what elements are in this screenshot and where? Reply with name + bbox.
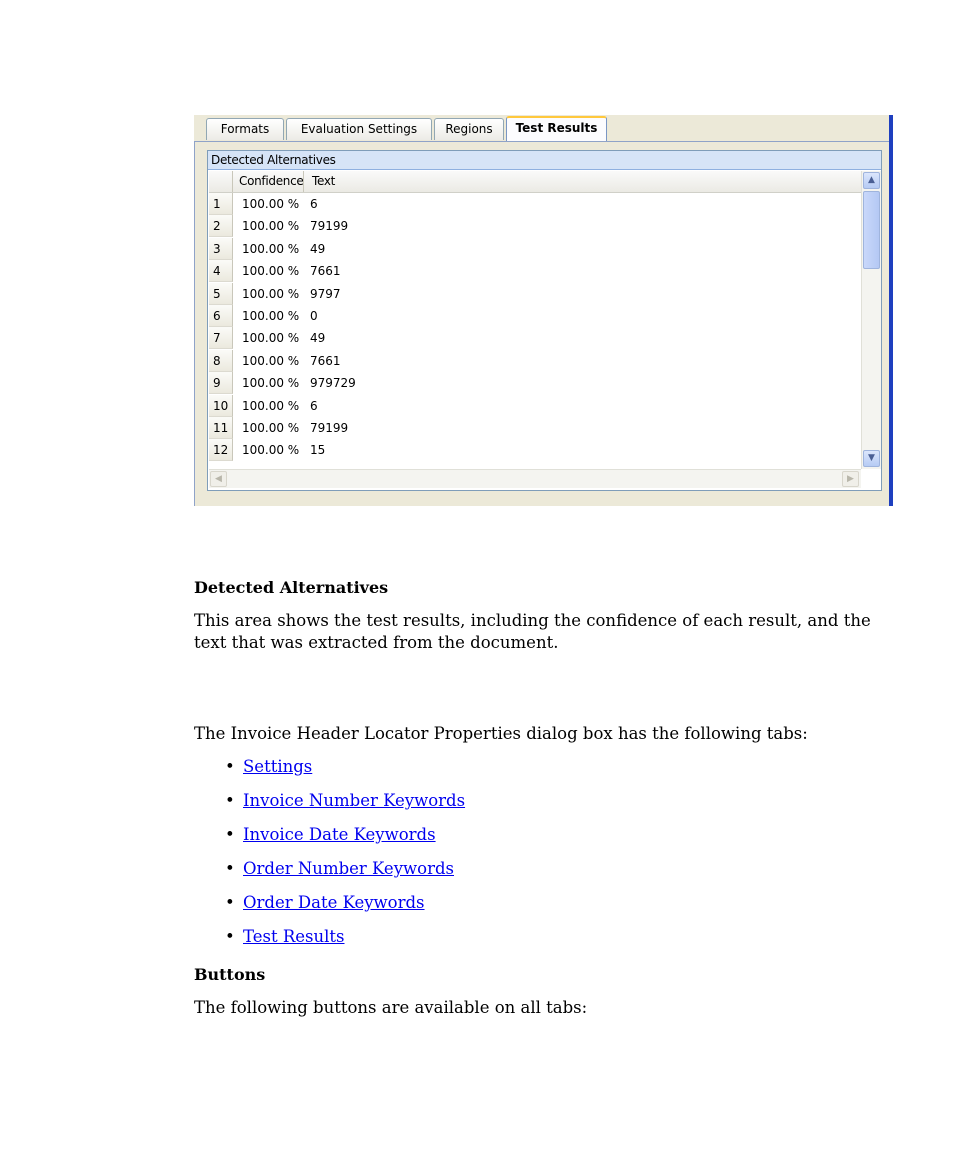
row-header-corner [209,171,233,192]
tab-formats[interactable]: Formats [206,118,284,140]
dialog-screenshot [194,115,893,506]
chevron-left-icon[interactable]: ◀ [210,471,227,487]
cell-confidence: 100.00 % [242,308,300,323]
tab-link[interactable]: Settings [243,757,313,776]
list-item [210,926,465,960]
table-row[interactable] [209,305,861,327]
column-header-text[interactable]: Text [312,174,336,188]
buttons-heading: Buttons [194,965,266,984]
buttons-intro: The following buttons are available on all tabs: [194,998,588,1017]
cell-text: 0 [310,308,318,323]
scroll-thumb[interactable] [863,191,880,269]
cell-confidence: 100.00 % [242,197,300,211]
cell-text: 979729 [310,376,356,391]
table-row[interactable] [209,238,861,260]
table-row[interactable] [209,283,861,305]
row-number[interactable]: 5 [209,283,233,305]
table-row[interactable] [209,260,861,282]
list-item [210,790,465,824]
results-grid[interactable] [209,171,881,490]
list-item [210,892,465,926]
chevron-down-icon[interactable]: ▼ [863,450,880,467]
cell-confidence: 100.00 % [242,443,300,458]
row-number[interactable]: 4 [209,260,233,282]
list-item [210,824,465,858]
list-item [210,756,465,790]
cell-confidence: 100.00 % [242,219,300,234]
table-row[interactable] [209,193,861,215]
grid-header [209,171,861,193]
vertical-scrollbar[interactable] [861,171,881,469]
row-number[interactable]: 6 [209,305,233,327]
section-heading: Detected Alternatives [194,578,389,597]
row-number[interactable]: 3 [209,238,233,260]
column-header-confidence[interactable]: Confidence [239,174,304,188]
table-row[interactable] [209,439,861,461]
horizontal-scrollbar[interactable] [209,469,861,488]
cell-text: 6 [310,398,318,413]
cell-text: 79199 [310,420,349,435]
tabs-intro: The Invoice Header Locator Properties dialog box has the following tabs: [194,724,808,743]
chevron-right-icon[interactable]: ▶ [842,471,859,487]
group-title: Detected Alternatives [208,151,881,170]
table-row[interactable] [209,350,861,372]
tab-links-list [210,756,465,960]
cell-confidence: 100.00 % [242,420,300,435]
cell-confidence: 100.00 % [242,353,300,368]
table-row[interactable] [209,215,861,237]
row-number[interactable]: 2 [209,215,233,237]
tab-link[interactable]: Order Number Keywords [243,859,454,878]
window-border [889,115,893,506]
cell-text: 79199 [310,219,349,234]
column-divider[interactable] [303,171,304,192]
row-number[interactable]: 12 [209,439,233,461]
list-item [210,858,465,892]
bullet-icon: • [225,927,235,946]
table-row[interactable] [209,417,861,439]
cell-text: 15 [310,443,326,458]
tab-evaluation-settings[interactable]: Evaluation Settings [286,118,432,140]
cell-text: 49 [310,331,326,346]
cell-confidence: 100.00 % [242,241,300,256]
tab-link[interactable]: Invoice Date Keywords [243,825,436,844]
row-number[interactable]: 1 [209,193,233,215]
bullet-icon: • [225,791,235,810]
row-number[interactable]: 11 [209,417,233,439]
bullet-icon: • [225,825,235,844]
cell-confidence: 100.00 % [242,376,300,391]
table-row[interactable] [209,372,861,394]
tab-pane [194,141,889,506]
detected-alternatives-group [207,150,882,491]
chevron-up-icon[interactable]: ▲ [863,172,880,189]
row-number[interactable]: 9 [209,372,233,394]
cell-text: 49 [310,241,326,256]
row-number[interactable]: 8 [209,350,233,372]
tab-strip [194,115,889,142]
bullet-icon: • [225,893,235,912]
cell-text: 9797 [310,286,341,301]
row-number[interactable]: 10 [209,395,233,417]
row-number[interactable]: 7 [209,327,233,349]
cell-text: 6 [310,197,318,211]
tab-link[interactable]: Invoice Number Keywords [243,791,466,810]
bullet-icon: • [225,859,235,878]
tab-link[interactable]: Test Results [243,927,345,946]
cell-text: 7661 [310,264,341,279]
section-body: This area shows the test results, including the confidence of each result, and the text that was extracted from the document. [194,611,871,652]
grid-rows [209,193,861,462]
cell-text: 7661 [310,353,341,368]
cell-confidence: 100.00 % [242,398,300,413]
cell-confidence: 100.00 % [242,264,300,279]
cell-confidence: 100.00 % [242,331,300,346]
bullet-icon: • [225,757,235,776]
tab-regions[interactable]: Regions [434,118,504,140]
tab-link[interactable]: Order Date Keywords [243,893,425,912]
cell-confidence: 100.00 % [242,286,300,301]
table-row[interactable] [209,327,861,349]
table-row[interactable] [209,395,861,417]
tab-test-results[interactable]: Test Results [506,116,607,141]
